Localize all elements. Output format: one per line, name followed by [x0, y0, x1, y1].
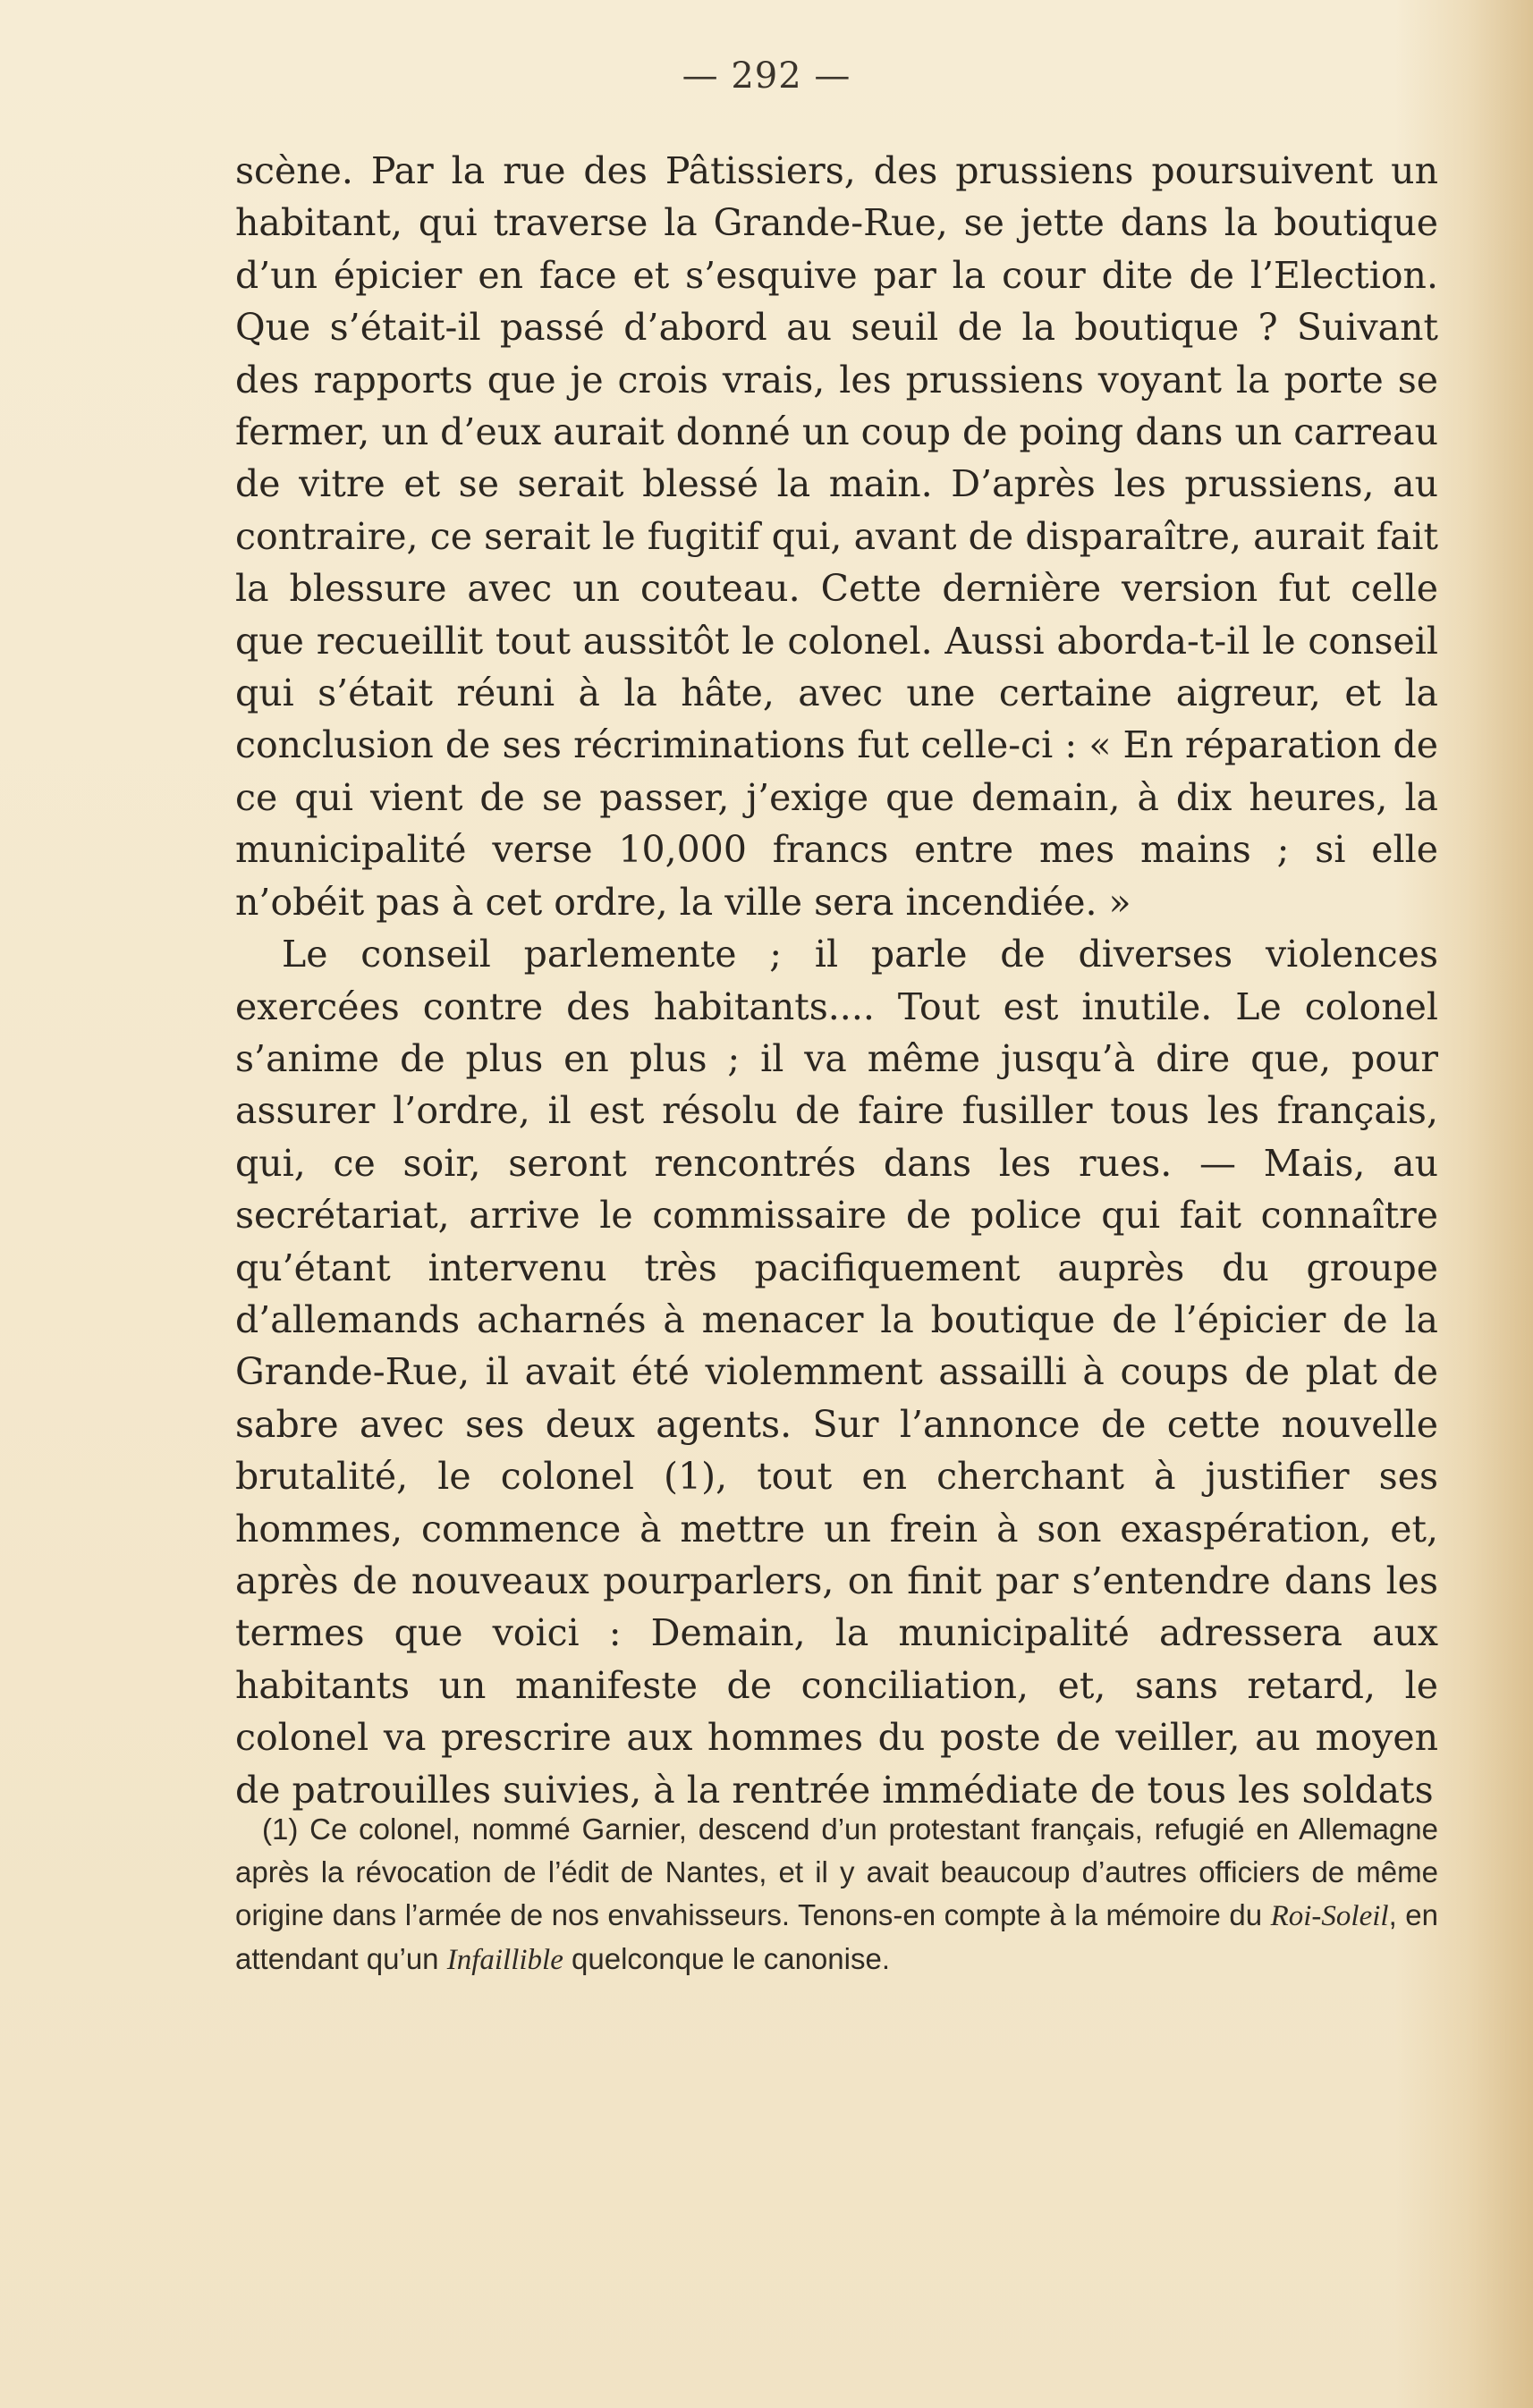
footnote-text-before: (1) Ce colonel, nommé Garnier, descend d’un protestant français, refugié en Allemagne après la révocation de l’édit de Nantes, et il y avait beaucoup d’autres officiers de même origine dans l’armée de nos envahisseurs. Tenons-en compte à la mémoire du [235, 1812, 1438, 1931]
footnote-italic-infaillible: Infaillible [446, 1944, 563, 1976]
paragraph-2: Le conseil parlemente ; il parle de diverses violences exercées contre des habitants.... Tout est inutile. Le colonel s’anime de plus en plus ; il va même jusqu’à dire que, pour assurer l’ordre, il est résolu de faire fusiller tous les français, qui, ce soir, seront rencontrés dans les rues. — Mais, au secrétariat, arrive le commissaire de police qui fait connaître qu’étant intervenu très pacifiquement auprès du groupe d’allemands acharnés à menacer la boutique de l’épicier de la Grande-Rue, il avait été violemment assailli à coups de plat de sabre avec ses deux agents. Sur l’annonce de cette nouvelle brutalité, le colonel (1), tout en cherchant à justifier ses hommes, commence à mettre un frein à son exaspération, et, après de nouveaux pourparlers, on finit par s’entendre dans les termes que voici : Demain, la municipalité adressera aux habitants un manifeste de conciliation, et, sans retard, le colonel va prescrire aux hommes du poste de veiller, au moyen de patrouilles suivies, à la rentrée immédiate de tous les soldats [235, 933, 1438, 1812]
footnote-italic-roi-soleil: Roi-Soleil [1270, 1900, 1389, 1932]
paragraph-1: scène. Par la rue des Pâtissiers, des prussiens poursuivent un habitant, qui traverse la Grande-Rue, se jette dans la boutique d’un épicier en face et s’esquive par la cour dite de l’Election. Que s’était-il passé d’abord au seuil de la boutique ? Suivant des rapports que je crois vrais, les prussiens voyant la porte se fermer, un d’eux aurait donné un coup de poing dans un carreau de vitre et se serait blessé la main. D’après les prussiens, au contraire, ce serait le fugitif qui, avant de disparaître, aurait fait la blessure avec un couteau. Cette dernière version fut celle que recueillit tout aussitôt le colonel. Aussi aborda-t-il le conseil qui s’était réuni à la hâte, avec une certaine aigreur, et la conclusion de ses récriminations fut celle-ci : « En réparation de ce qui vient de se passer, j’exige que demain, à dix heures, la municipalité verse 10,000 francs entre mes mains ; si elle n’obéit pas à cet ordre, la ville sera incendiée. » [235, 149, 1439, 924]
footnote [235, 1808, 1438, 1981]
footnote-text-middle: , en attendant qu’un [235, 1898, 1438, 1975]
main-text [235, 145, 1438, 1816]
page-number: — 292 — [682, 55, 851, 97]
footnote-text-after: quelconque le canonise. [563, 1942, 890, 1975]
